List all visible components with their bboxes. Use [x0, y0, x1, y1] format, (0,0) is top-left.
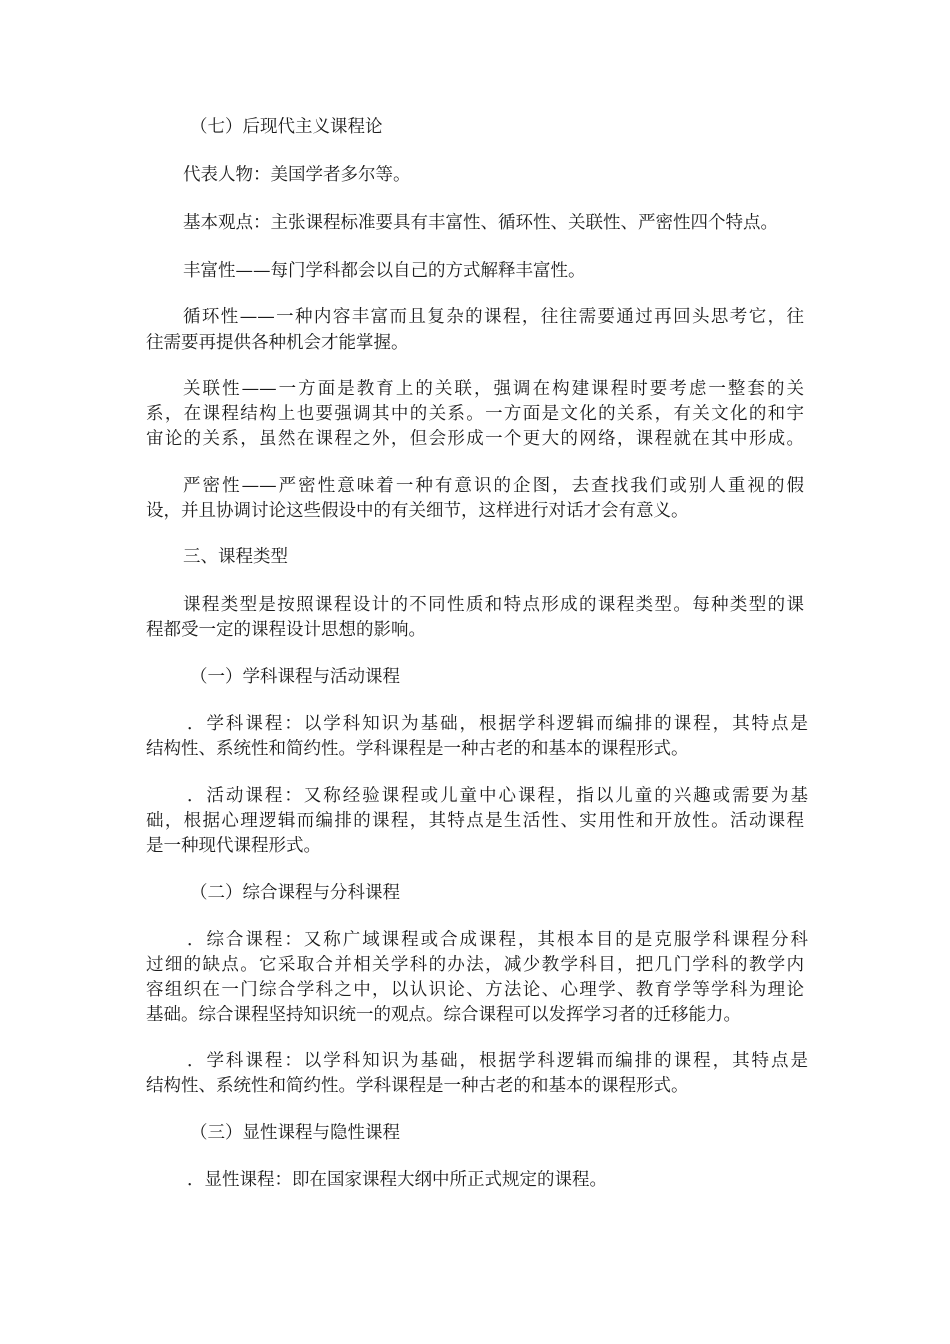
- paragraph-line: 基础。综合课程坚持知识统一的观点。综合课程可以发挥学习者的迁移能力。: [146, 1005, 741, 1025]
- subsection-heading: （一）学科课程与活动课程: [190, 667, 400, 687]
- section-heading: （七）后现代主义课程论: [190, 117, 383, 137]
- paragraph-line: ．学科课程：以学科知识为基础，根据学科逻辑而编排的课程，其特点是: [187, 1051, 808, 1071]
- paragraph-line: 关联性——一方面是教育上的关联，强调在构建课程时要考虑一整套的关: [183, 379, 804, 399]
- paragraph-line: 基本观点：主张课程标准要具有丰富性、循环性、关联性、严密性四个特点。: [183, 213, 778, 233]
- paragraph-line: 丰富性——每门学科都会以自己的方式解释丰富性。: [183, 261, 586, 281]
- paragraph-line: 循环性——一种内容丰富而且复杂的课程，往往需要通过再回头思考它，往: [183, 307, 804, 327]
- subsection-heading: （二）综合课程与分科课程: [190, 883, 400, 903]
- paragraph-line: 课程类型是按照课程设计的不同性质和特点形成的课程类型。每种类型的课: [183, 595, 804, 615]
- paragraph-line: 是一种现代课程形式。: [146, 836, 321, 856]
- paragraph-line: 过细的缺点。它采取合并相关学科的办法，减少教学科目，把几门学科的教学内: [146, 955, 804, 975]
- section-heading: 三、课程类型: [183, 547, 288, 567]
- paragraph-line: 设，并且协调讨论这些假设中的有关细节，这样进行对话才会有意义。: [146, 501, 689, 521]
- paragraph-line: 程都受一定的课程设计思想的影响。: [146, 620, 426, 640]
- paragraph-line: ．活动课程：又称经验课程或儿童中心课程，指以儿童的兴趣或需要为基: [187, 786, 808, 806]
- paragraph-line: ．综合课程：又称广域课程或合成课程，其根本目的是克服学科课程分科: [187, 930, 808, 950]
- paragraph-line: 代表人物：美国学者多尔等。: [183, 165, 411, 185]
- paragraph-line: 结构性、系统性和简约性。学科课程是一种古老的和基本的课程形式。: [146, 1076, 689, 1096]
- paragraph-line: 础，根据心理逻辑而编排的课程，其特点是生活性、实用性和开放性。活动课程: [146, 811, 804, 831]
- paragraph-line: ．显性课程：即在国家课程大纲中所正式规定的课程。: [187, 1170, 607, 1190]
- paragraph-line: 严密性——严密性意味着一种有意识的企图，去查找我们或别人重视的假: [183, 476, 804, 496]
- paragraph-line: ．学科课程：以学科知识为基础，根据学科逻辑而编排的课程，其特点是: [187, 714, 808, 734]
- paragraph-line: 系，在课程结构上也要强调其中的关系。一方面是文化的关系，有关文化的和宇: [146, 404, 804, 424]
- subsection-heading: （三）显性课程与隐性课程: [190, 1123, 400, 1143]
- paragraph-line: 往需要再提供各种机会才能掌握。: [146, 333, 409, 353]
- paragraph-line: 结构性、系统性和简约性。学科课程是一种古老的和基本的课程形式。: [146, 739, 689, 759]
- paragraph-line: 容组织在一门综合学科之中，以认识论、方法论、心理学、教育学等学科为理论: [146, 980, 804, 1000]
- paragraph-line: 宙论的关系，虽然在课程之外，但会形成一个更大的网络，课程就在其中形成。: [146, 429, 804, 449]
